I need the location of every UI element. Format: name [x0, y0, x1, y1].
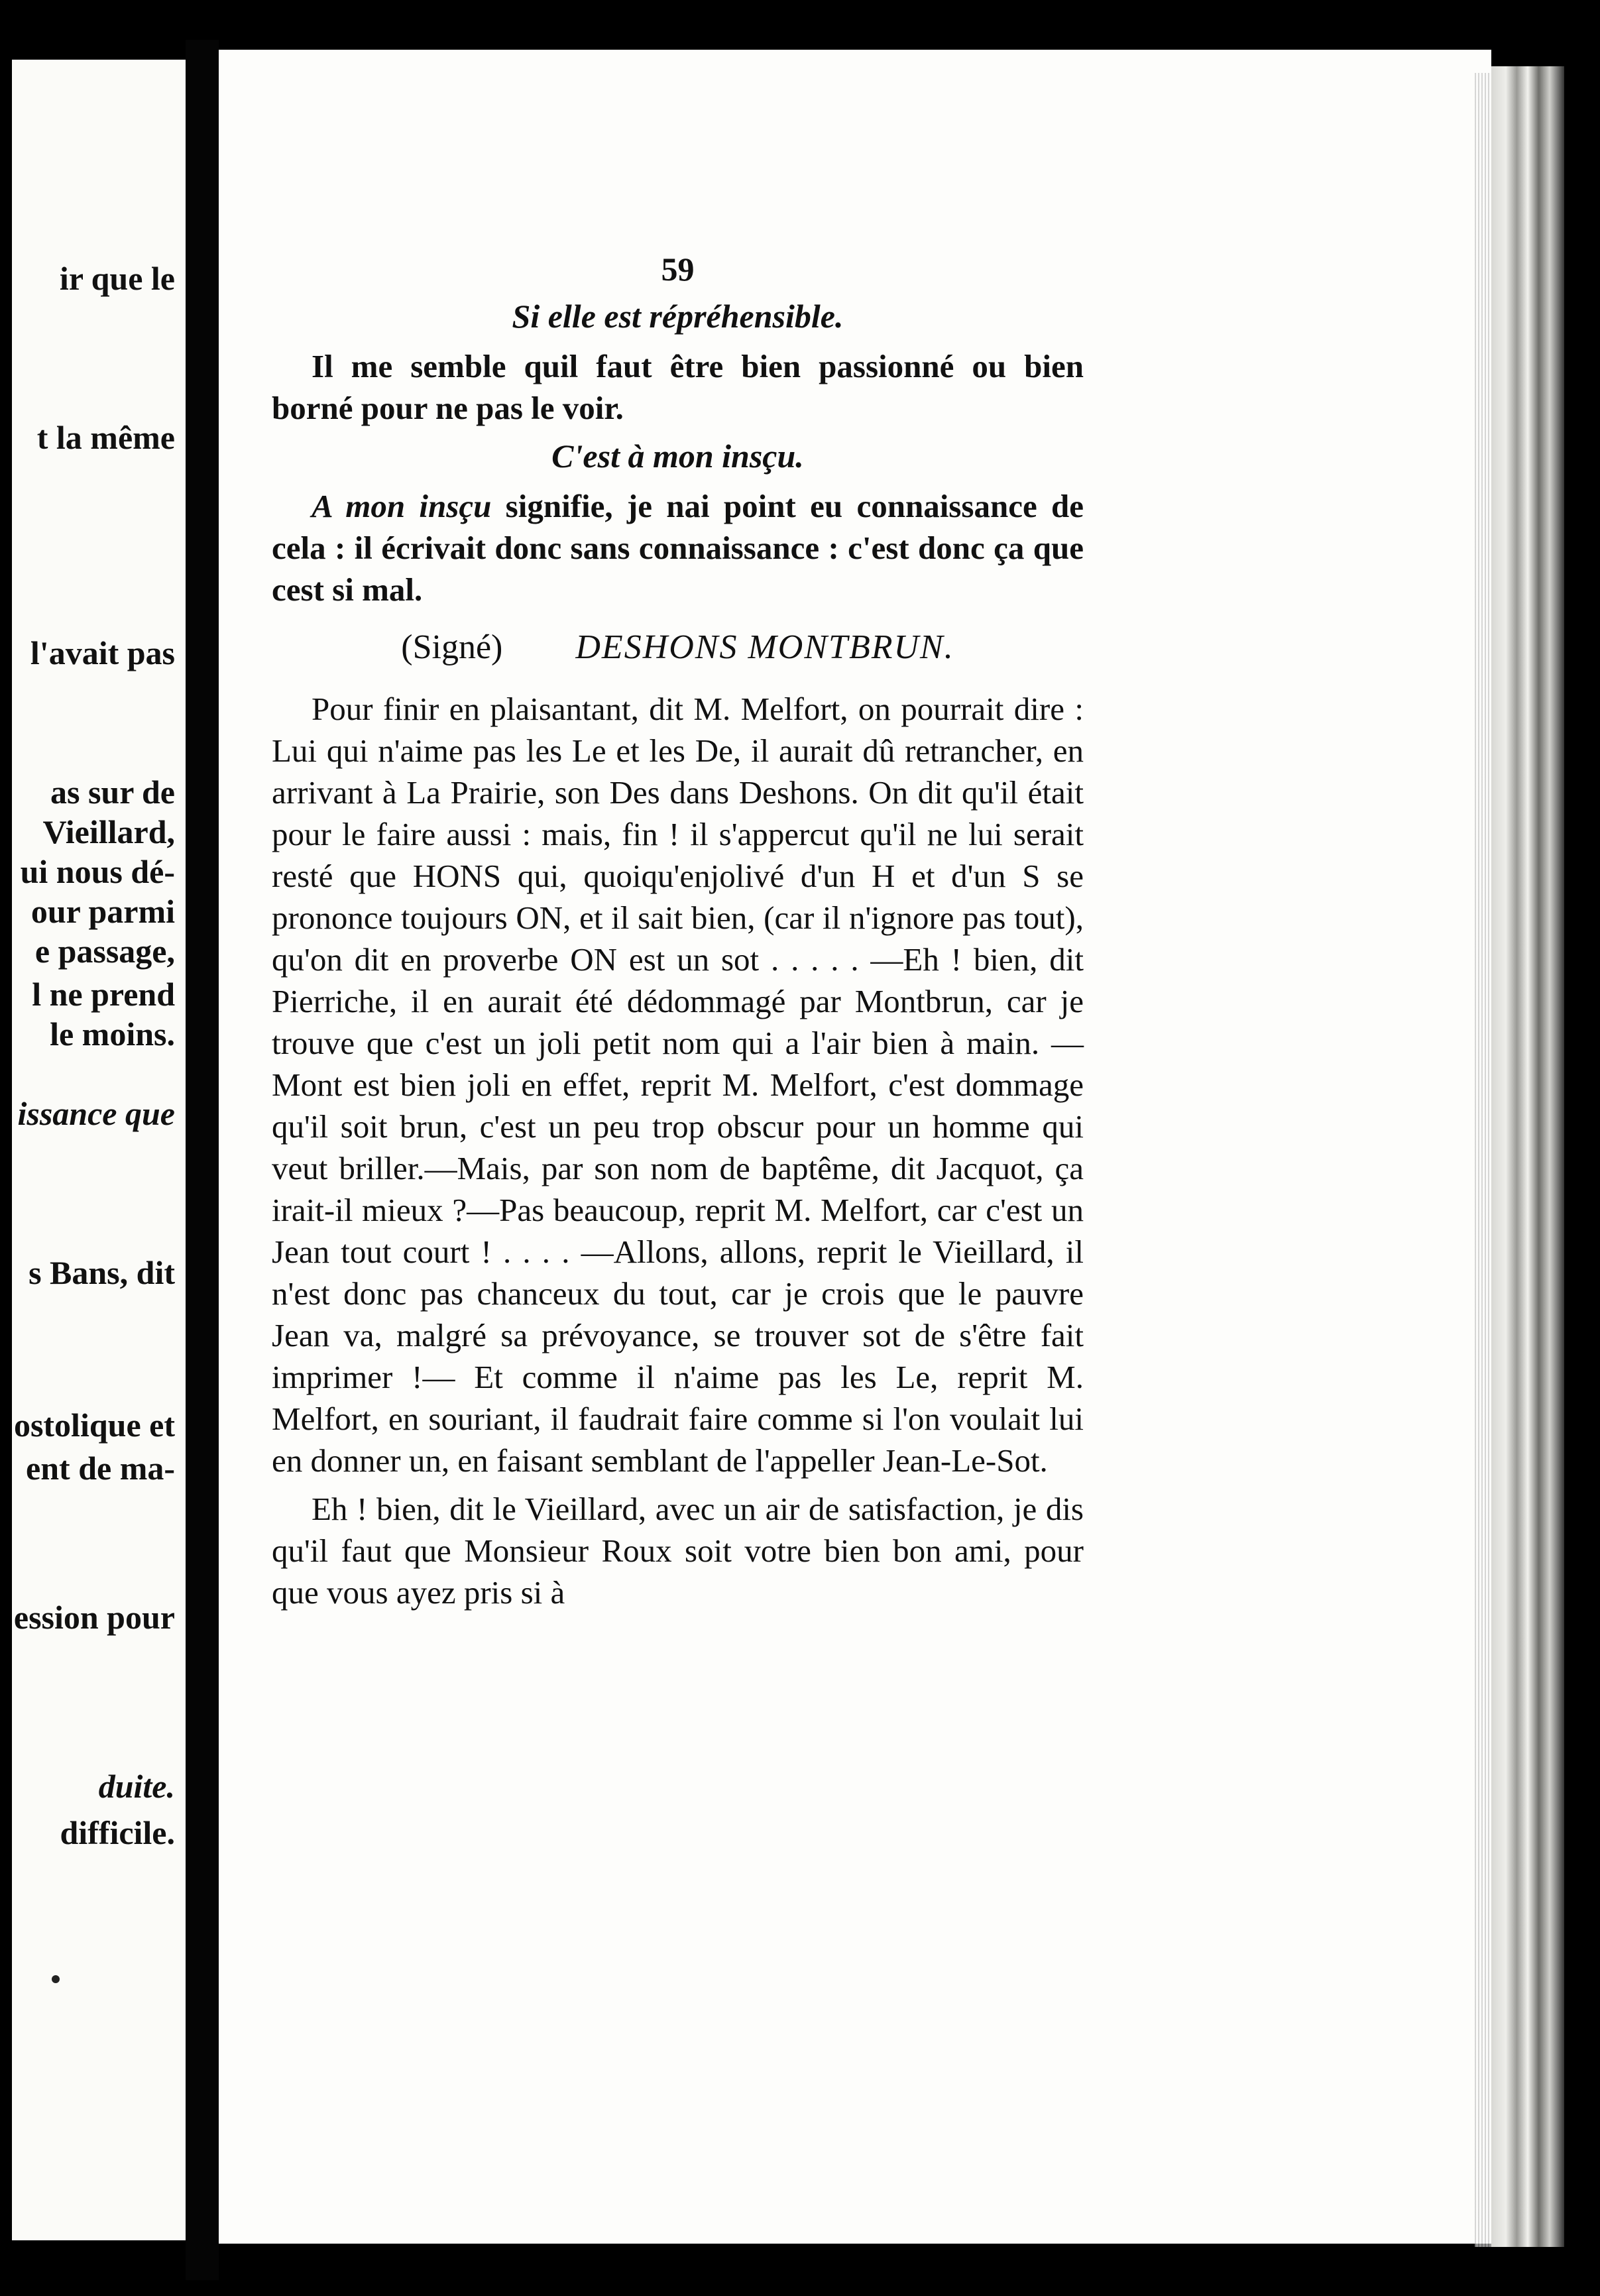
paragraph: Eh ! bien, dit le Vieillard, avec un air de satisfaction, je dis qu'il faut que Monsieur Roux soit votre bien bon ami, pour que vous ayez pris si à	[272, 1491, 1084, 1611]
left-facing-page	[12, 60, 186, 2240]
section-heading: Si elle est répréhensible.	[512, 298, 844, 335]
italic-lead: A mon insçu	[312, 488, 492, 524]
signature-name: DESHONS MONTBRUN.	[575, 628, 954, 666]
book-fore-edge	[1491, 66, 1564, 2247]
paragraph-text: signifie, je nai point eu connaissance de cela : il écrivait donc sans connaissance : c'est donc ça que cest si mal.	[272, 488, 1084, 608]
left-fragment: l ne prend	[32, 976, 175, 1013]
left-fragment: ui nous dé-	[20, 853, 175, 890]
paragraph	[272, 485, 1084, 610]
left-fragment: le moins.	[50, 1015, 175, 1053]
left-fragment: ostolique et	[13, 1406, 175, 1444]
left-fragment: difficile.	[60, 1814, 175, 1851]
book-gutter	[186, 40, 219, 2280]
left-fragment: t la même	[36, 419, 175, 456]
left-fragment: duite.	[98, 1768, 175, 1805]
left-fragment: as sur de	[50, 774, 175, 811]
left-fragment: Vieillard,	[42, 813, 175, 850]
left-fragment: ent de ma-	[26, 1450, 175, 1487]
left-fragment: e passage,	[34, 933, 175, 970]
section-heading: C'est à mon insçu.	[551, 437, 804, 475]
paragraph: Il me semble quil faut être bien passionné ou bien borné pour ne pas le voir.	[272, 348, 1084, 426]
page-text	[272, 249, 1084, 1620]
left-fragment: ession pour	[13, 1599, 175, 1636]
signature-line	[272, 626, 1084, 668]
left-fragment: s Bans, dit	[29, 1254, 175, 1291]
left-fragment: issance que	[17, 1095, 175, 1132]
left-fragment: l'avait pas	[30, 634, 175, 671]
ink-spot	[52, 1975, 60, 1983]
paragraph: Pour finir en plaisantant, dit M. Melfort, on pourrait dire : Lui qui n'aime pas les Le et les De, il aurait dû retrancher, en arrivant à La Prairie, son Des dans Deshons. On dit qu'il était pour le faire aussi : mais, fin ! il s'appercut qu'il ne lui serait resté que HONS qui, quoiqu'enjolivé d'un H et d'un S se prononce toujours ON, et il sait bien, (car il n'ignore pas tout), qu'on dit en proverbe ON est un sot . . . . . —Eh ! bien, dit Pierriche, il en aurait été dédommagé par Montbrun, car je trouve que c'est un joli petit nom qui a l'air bien à main. —Mont est bien joli en effet, reprit M. Melfort, c'est dommage qu'il soit brun, c'est un peu trop obscur pour un homme qui veut briller.—Mais, par son nom de baptême, dit Jacquot, ça irait-il mieux ?—Pas beaucoup, reprit M. Melfort, car c'est un Jean tout court ! . . . . —Allons, allons, reprit le Vieillard, il n'est donc pas chanceux du tout, car je crois que le pauvre Jean va, malgré sa prévoyance, se trouver sot de s'être fait imprimer !— Et comme il n'aime pas les Le, reprit M. Melfort, en souriant, il faudrait faire comme si l'on voulait lui en donner un, en faisant semblant de l'appeller Jean-Le-Sot.	[272, 691, 1084, 1479]
signature-label: (Signé)	[401, 628, 503, 666]
page-number: 59	[661, 251, 695, 288]
left-fragment: ir que le	[59, 260, 175, 297]
left-fragment: our parmi	[30, 893, 175, 930]
